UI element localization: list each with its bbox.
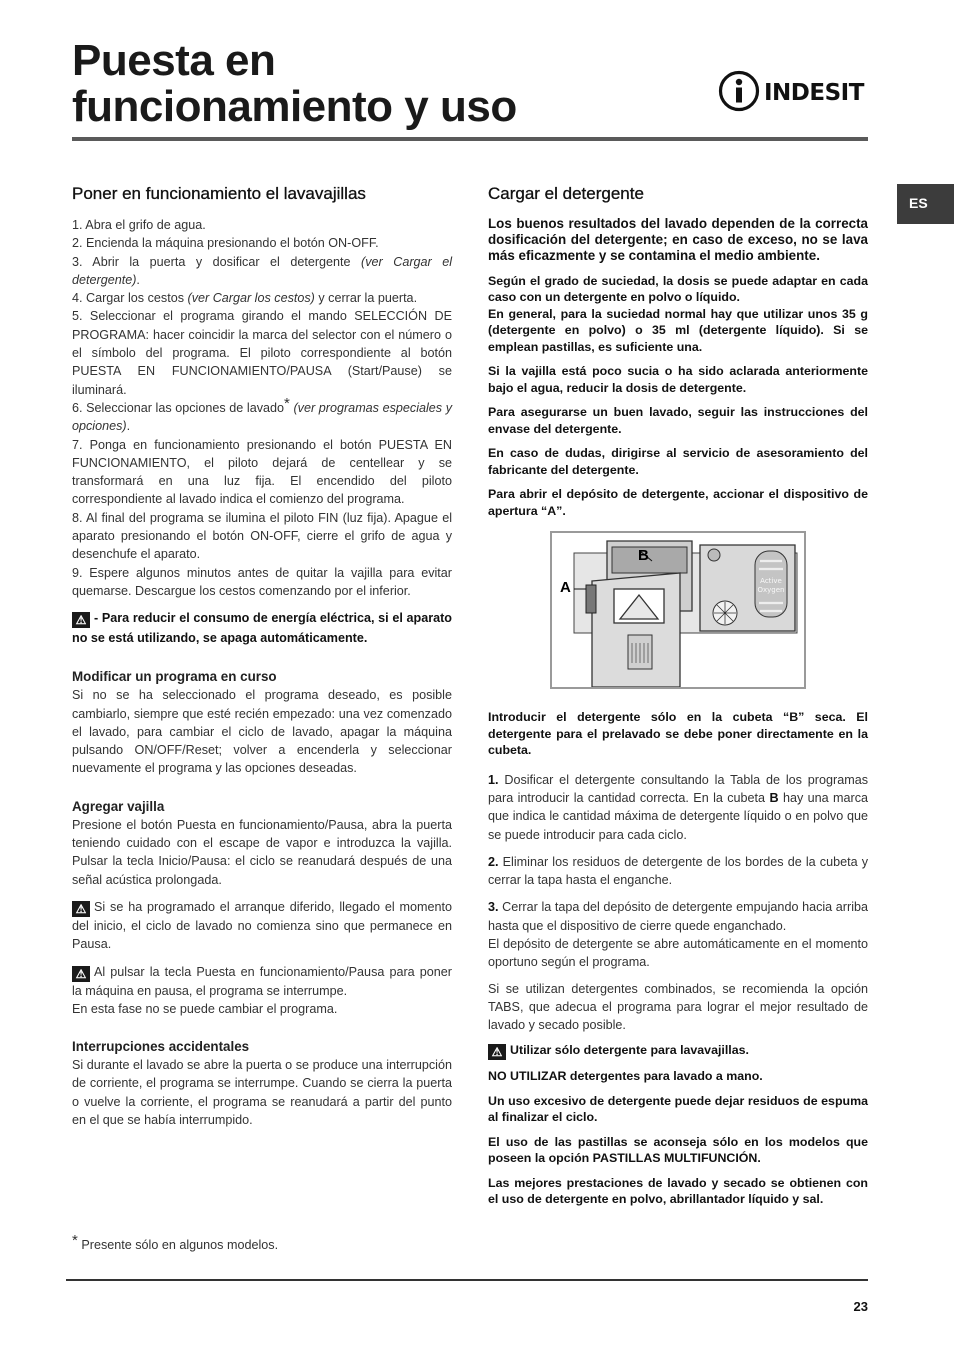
detergent-p2: Si la vajilla está poco sucia o ha sido aclarada anteriormente bajo el agua, reducir la dosis de detergente. [488, 364, 868, 395]
detergent-p4: En caso de dudas, dirigirse al servicio de asesoramiento del fabricante del detergente. [488, 446, 868, 477]
interrupt-text: Si durante el lavado se abre la puerta o se produce una interrupción de corriente, el programa se interrumpe. Cuando se cierra la puerta o vuelve la corriente, el programa se reanudará a partir del punto en el que se había interrumpido. [72, 1058, 452, 1127]
page-title-line1: Puesta en [72, 36, 276, 85]
figure-label-b: B [638, 547, 649, 565]
warning-5: Las mejores prestaciones de lavado y secado se obtienen con el uso de detergente en polvo, abrillantador líquido y sal. [488, 1175, 868, 1207]
figure-label-a: A [560, 579, 571, 597]
warning-1: ⚠ Utilizar sólo detergente para lavavajillas. [488, 1042, 868, 1060]
numbered-2: 2. Eliminar los residuos de detergente de los bordes de la cubeta y cerrar la tapa hasta el enganche. [488, 854, 869, 888]
svg-text:Oxygen: Oxygen [757, 586, 785, 595]
language-tab: ES [897, 184, 954, 224]
step-5: 5. Seleccionar el programa girando el mando SELECCIÓN DE PROGRAMA: hacer coincidir la marca del selector con el número o el símbolo del programa. El piloto correspondiente al botón PUESTA EN FUNCIONAMIENTO/PAUSA (Start/Pause) se iluminará. [72, 309, 452, 397]
warning-icon: ⚠ [72, 901, 90, 917]
right-column [488, 184, 868, 1208]
numbered-3b: El depósito de detergente se abre automáticamente en el momento oportuno según el programa. [488, 936, 868, 970]
footer-rule [66, 1279, 868, 1281]
warning-icon: ⚠ [72, 612, 90, 628]
warning-icon: ⚠ [72, 966, 90, 982]
step-9: 9. Espere algunos minutos antes de quitar la vajilla para evitar quemarse. Descargue los cestos comenzando por el inferior. [72, 565, 452, 598]
modify-text: Si no se ha seleccionado el programa deseado, es posible cambiarlo, siempre que esté recién empezado: una vez comenzado el lavado, para cambiar el ciclo de lavado, apagar la máquina pulsando ON/OFF/Reset; volver a encenderla y seleccionar nuevamente el programa y las opciones deseadas. [72, 688, 452, 776]
add-warning-2: ⚠ Al pulsar la tecla Puesta en funcionamiento/Pausa para poner la máquina en pausa, el programa se interrumpe. [72, 964, 452, 998]
step-8: 8. Al final del programa se ilumina el piloto FIN (luz fija). Apague el aparato presionando el botón ON-OFF, cierre el grifo de agua y desenchufe el aparato. [72, 510, 452, 562]
ref-baskets: (ver Cargar los cestos) [187, 291, 315, 306]
energy-warning: ⚠ - Para reducir el consumo de energía eléctrica, si el aparato no se está utilizando, se apaga automáticamente. [72, 611, 452, 646]
indesit-logo-icon [718, 70, 870, 112]
step-6: 6. Seleccionar las opciones de lavado* (ver programas especiales y opciones). [72, 394, 453, 434]
detergent-intro: Los buenos resultados del lavado dependen de la correcta dosificación del detergente; en caso de exceso, no se lava más eficazmente y se contamina el medio ambiente. [488, 216, 868, 264]
add-warning-2b: En esta fase no se puede cambiar el programa. [72, 1001, 338, 1016]
subheading-add: Agregar vajilla [72, 798, 165, 814]
indesit-logo [718, 70, 870, 112]
ref-options: (ver programas especiales y opciones) [72, 400, 453, 434]
detergent-p3: Para asegurarse un buen lavado, seguir las instrucciones del envase del detergente. [488, 405, 868, 436]
numbered-1: 1. Dosificar el detergente consultando la Tabla de los programas para introducir la cantidad correcta. En la cubeta B hay una marca que indica le cantidad máxima de detergente líquido o en polvo que se puede introducir para cada ciclo. [488, 772, 869, 842]
brand-name: INDESIT [764, 80, 864, 106]
add-text: Presione el botón Puesta en funcionamiento/Pausa, abra la puerta teniendo cuidado con el escape de vapor e introduzca la vajilla. Pulsar la tecla Inicio/Pausa: el ciclo se reanudará después de una señal acústica prolongada. [72, 817, 452, 887]
warning-2: NO UTILIZAR detergentes para lavado a mano. [488, 1069, 763, 1084]
svg-text:Active: Active [760, 577, 782, 586]
page-title-line2: funcionamiento y uso [72, 82, 517, 131]
subheading-interrupt: Interrupciones accidentales [72, 1039, 250, 1055]
add-warning-1: ⚠ Si se ha programado el arranque diferido, llegado el momento del inicio, el ciclo de lavado no comienza sino que permanece en Pausa. [72, 899, 452, 952]
step-1: 1. Abra el grifo de agua. [72, 218, 206, 232]
step-2: 2. Encienda la máquina presionando el botón ON-OFF. [72, 236, 379, 251]
dispenser-illustration [552, 533, 804, 687]
page-number: 23 [853, 1299, 868, 1314]
section-heading-start: Poner en funcionamiento el lavavajillas [72, 184, 366, 203]
asterisk: * [284, 394, 290, 412]
footnote-asterisk: * [72, 1232, 78, 1249]
detergent-p1: Según el grado de suciedad, la dosis se puede adaptar en cada caso con un detergente en polvo o líquido. [488, 273, 868, 305]
detergent-p6: Introducir el detergente sólo en la cubeta “B” seca. El detergente para el prelavado se debe poner directamente en la cubeta. [488, 710, 868, 758]
warning-3: Un uso excesivo de detergente puede dejar residuos de espuma al finalizar el ciclo. [488, 1093, 868, 1125]
detergent-p1b: En general, para la suciedad normal hay que utilizar unos 35 g (detergente en polvo) o 35 ml (detergente líquido). Si se emplean pastillas, es suficiente una. [488, 306, 868, 354]
left-column [72, 184, 452, 1129]
subheading-modify: Modificar un programa en curso [72, 669, 277, 685]
step-4: 4. Cargar los cestos (ver Cargar los cestos) y cerrar la puerta. [72, 291, 418, 306]
detergent-dispenser-figure [550, 531, 806, 689]
numbered-3: 3. Cerrar la tapa del depósito de detergente empujando hacia arriba hasta que el dispositivo de cierre quede enganchado. [488, 900, 868, 933]
step-3: 3. Abrir la puerta y dosificar el detergente (ver Cargar el detergente). [72, 254, 453, 287]
page-title [72, 38, 632, 130]
step-7: 7. Ponga en funcionamiento presionando el botón PUESTA EN FUNCIONAMIENTO, el piloto dejará de centellear y se transformará en una luz fija. El encendido del piloto correspondiente al lavado indica el comienzo del programa. [72, 437, 452, 507]
warning-icon: ⚠ [488, 1044, 506, 1060]
warning-4: El uso de las pastillas se aconseja sólo en los modelos que poseen la opción PASTILLAS MULTIFUNCIÓN. [488, 1134, 868, 1166]
ref-detergent: (ver Cargar el detergente) [72, 254, 453, 287]
section-heading-detergent: Cargar el detergente [488, 184, 644, 203]
detergent-p5: Para abrir el depósito de detergente, accionar el dispositivo de apertura “A”. [488, 487, 868, 518]
tabs-text: Si se utilizan detergentes combinados, se recomienda la opción TABS, que adecua el programa para lograr el mejor resultado de lavado y secado posible. [488, 981, 868, 1033]
header-rule [72, 137, 868, 141]
footnote: * Presente sólo en algunos modelos. [72, 1232, 279, 1252]
